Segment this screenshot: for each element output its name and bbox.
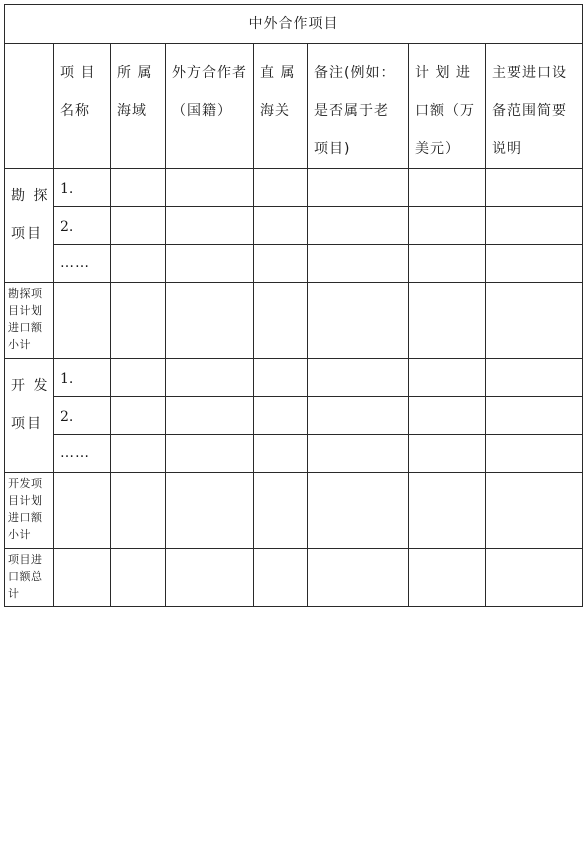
sea-area-cell[interactable] (111, 245, 166, 283)
row-number: 2. (60, 409, 74, 425)
title-row (5, 5, 583, 44)
form-sheet (4, 4, 582, 607)
table-row (5, 359, 583, 397)
customs-cell[interactable] (254, 549, 308, 607)
header-cell-foreign-partner (166, 44, 254, 169)
planned-import-cell[interactable] (409, 169, 486, 207)
planned-import-cell[interactable] (409, 397, 486, 435)
project-name-cell[interactable] (54, 245, 111, 283)
subtotal-label: 勘探项目计划进口额小计 (8, 287, 43, 351)
total-label: 项目进口额总计 (8, 553, 43, 600)
project-name-cell[interactable] (54, 207, 111, 245)
header-cell-project-name (54, 44, 111, 169)
header-cell-equipment-scope (486, 44, 583, 169)
planned-import-cell[interactable] (409, 245, 486, 283)
sea-area-cell[interactable] (111, 359, 166, 397)
remarks-cell[interactable] (308, 207, 409, 245)
sea-area-cell[interactable] (111, 473, 166, 549)
project-name-cell[interactable] (54, 397, 111, 435)
header-cell-customs (254, 44, 308, 169)
remarks-cell[interactable] (308, 549, 409, 607)
header-cell-sea-area (111, 44, 166, 169)
remarks-cell[interactable] (308, 473, 409, 549)
sea-area-cell[interactable] (111, 549, 166, 607)
ellipsis-text: …… (60, 445, 90, 461)
foreign-partner-cell[interactable] (166, 549, 254, 607)
equipment-scope-cell[interactable] (486, 549, 583, 607)
planned-import-cell[interactable] (409, 435, 486, 473)
equipment-scope-cell[interactable] (486, 359, 583, 397)
foreign-partner-cell[interactable] (166, 169, 254, 207)
table-row (5, 397, 583, 435)
sea-area-cell[interactable] (111, 397, 166, 435)
total-label-cell (5, 549, 54, 607)
header-cell-remarks (308, 44, 409, 169)
row-number: 1. (60, 371, 74, 387)
planned-import-cell[interactable] (409, 549, 486, 607)
foreign-partner-cell[interactable] (166, 473, 254, 549)
remarks-cell[interactable] (308, 397, 409, 435)
customs-cell[interactable] (254, 473, 308, 549)
remarks-cell[interactable] (308, 359, 409, 397)
project-name-cell[interactable] (54, 435, 111, 473)
table-row (5, 207, 583, 245)
project-name-cell[interactable] (54, 283, 111, 359)
customs-cell[interactable] (254, 283, 308, 359)
category-cell-development (5, 359, 54, 473)
subtotal-label: 开发项目计划进口额小计 (8, 477, 43, 541)
project-name-cell[interactable] (54, 549, 111, 607)
project-name-cell[interactable] (54, 359, 111, 397)
subtotal-label-cell (5, 283, 54, 359)
sea-area-cell[interactable] (111, 435, 166, 473)
header-corner-cell (5, 44, 54, 169)
project-name-cell[interactable] (54, 169, 111, 207)
category-cell-exploration (5, 169, 54, 283)
planned-import-cell[interactable] (409, 359, 486, 397)
remarks-cell[interactable] (308, 245, 409, 283)
planned-import-cell[interactable] (409, 283, 486, 359)
row-number: 1. (60, 181, 74, 197)
total-row (5, 549, 583, 607)
customs-cell[interactable] (254, 359, 308, 397)
equipment-scope-cell[interactable] (486, 473, 583, 549)
sea-area-cell[interactable] (111, 283, 166, 359)
customs-cell[interactable] (254, 169, 308, 207)
remarks-cell[interactable] (308, 169, 409, 207)
equipment-scope-cell[interactable] (486, 169, 583, 207)
equipment-scope-cell[interactable] (486, 207, 583, 245)
header-label: 所 属海域 (117, 65, 153, 119)
header-label: 计 划 进口额（万美元） (415, 65, 475, 157)
customs-cell[interactable] (254, 435, 308, 473)
foreign-partner-cell[interactable] (166, 359, 254, 397)
header-cell-planned-import (409, 44, 486, 169)
subtotal-label-cell (5, 473, 54, 549)
sea-area-cell[interactable] (111, 207, 166, 245)
foreign-partner-cell[interactable] (166, 435, 254, 473)
equipment-scope-cell[interactable] (486, 397, 583, 435)
foreign-partner-cell[interactable] (166, 397, 254, 435)
category-label: 开 发项目 (11, 378, 50, 432)
remarks-cell[interactable] (308, 283, 409, 359)
subtotal-row-development (5, 473, 583, 549)
customs-cell[interactable] (254, 207, 308, 245)
customs-cell[interactable] (254, 245, 308, 283)
foreign-partner-cell[interactable] (166, 245, 254, 283)
category-label: 勘 探项目 (11, 188, 50, 242)
row-number: 2. (60, 219, 74, 235)
table-row (5, 435, 583, 473)
sea-area-cell[interactable] (111, 169, 166, 207)
table-row (5, 245, 583, 283)
foreign-partner-cell[interactable] (166, 207, 254, 245)
header-row (5, 44, 583, 169)
subtotal-row-exploration (5, 283, 583, 359)
cooperation-projects-table (4, 4, 583, 607)
header-label: 外方合作者（国籍） (172, 65, 247, 119)
project-name-cell[interactable] (54, 473, 111, 549)
header-label: 主要进口设备范围简要说明 (492, 65, 567, 157)
planned-import-cell[interactable] (409, 207, 486, 245)
foreign-partner-cell[interactable] (166, 283, 254, 359)
ellipsis-text: …… (60, 255, 90, 271)
customs-cell[interactable] (254, 397, 308, 435)
header-label: 备注(例如：是否属于老项目) (314, 65, 396, 157)
equipment-scope-cell[interactable] (486, 245, 583, 283)
table-row (5, 169, 583, 207)
header-label: 直 属海关 (260, 65, 296, 119)
planned-import-cell[interactable] (409, 473, 486, 549)
table-title: 中外合作项目 (5, 5, 583, 44)
equipment-scope-cell[interactable] (486, 435, 583, 473)
header-label: 项 目名称 (60, 65, 96, 119)
equipment-scope-cell[interactable] (486, 283, 583, 359)
remarks-cell[interactable] (308, 435, 409, 473)
